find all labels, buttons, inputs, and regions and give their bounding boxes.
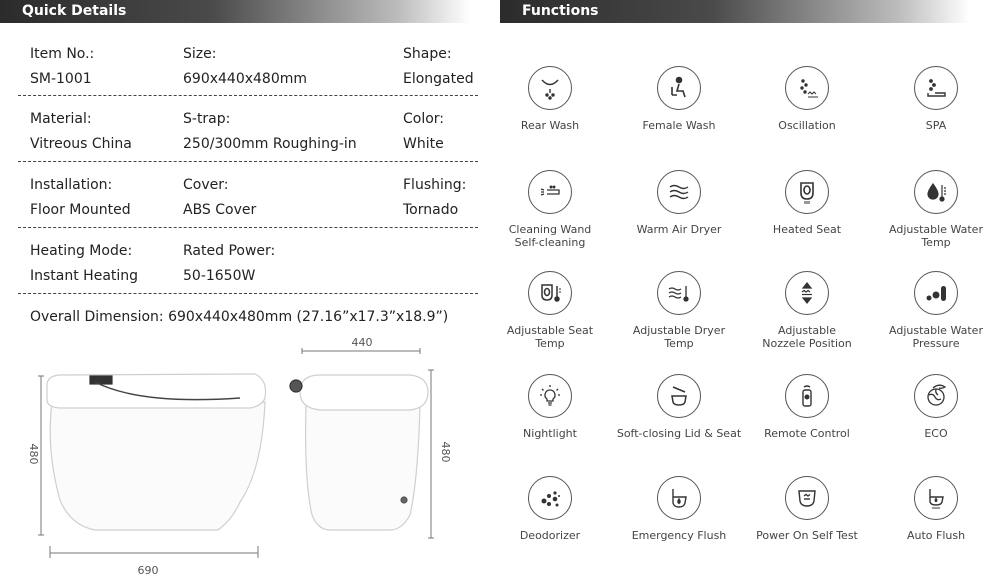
dim-length-label: 690 (137, 564, 159, 577)
function-label: Nozzele Position (762, 337, 852, 350)
dim-height-side-label: 480 (27, 443, 40, 465)
function-rear-wash (480, 66, 620, 132)
dim-height-front-label: 480 (439, 441, 452, 463)
side-view-toilet-image (47, 374, 266, 530)
dimension-drawing (0, 330, 490, 582)
function-deodorizer (480, 476, 620, 542)
function-label: Heated Seat (772, 223, 842, 236)
function-label: Female Wash (642, 119, 716, 132)
function-label: Adjustable Seat (506, 324, 594, 337)
function-auto-flush (866, 476, 1000, 542)
dryer-temp-icon (657, 271, 701, 315)
cleaning-wand-icon (528, 170, 572, 214)
spa-icon (914, 66, 958, 110)
function-label: Temp (664, 337, 694, 350)
function-power-on-self-test (737, 476, 877, 542)
function-label: Rear Wash (520, 119, 580, 132)
function-warm-air-dryer (609, 170, 749, 236)
spec-value-strap: 250/300mm Roughing-in (183, 136, 357, 152)
spec-label-strap: S-trap: (183, 111, 231, 127)
soft-closing-lid-icon (657, 374, 701, 418)
spec-label-shape: Shape: (403, 46, 452, 62)
spec-label-size: Size: (183, 46, 217, 62)
function-heated-seat (737, 170, 877, 236)
function-label: Temp (921, 236, 951, 249)
function-label: Self-cleaning (514, 236, 586, 249)
function-label: Warm Air Dryer (636, 223, 722, 236)
spec-value-size: 690x440x480mm (183, 71, 308, 87)
function-label: Adjustable Water (889, 324, 983, 337)
function-remote-control (737, 374, 877, 440)
function-label: Auto Flush (906, 529, 966, 542)
divider (18, 227, 478, 228)
function-soft-closing-lid (609, 374, 749, 440)
function-label: Temp (535, 337, 565, 350)
spec-value-installation: Floor Mounted (30, 202, 131, 218)
function-label: Deodorizer (519, 529, 581, 542)
function-label: Adjustable (778, 324, 836, 337)
functions-header: Functions (500, 0, 970, 23)
warm-air-dryer-icon (657, 170, 701, 214)
function-label: ECO (924, 427, 948, 440)
auto-flush-icon (914, 476, 958, 520)
remote-control-icon (785, 374, 829, 418)
dim-width-label: 440 (351, 336, 373, 349)
spec-value-flushing: Tornado (403, 202, 459, 218)
function-nozzle-position (737, 271, 877, 350)
function-label: Nightlight (523, 427, 577, 440)
spec-label-installation: Installation: (30, 177, 113, 193)
function-nightlight (480, 374, 620, 440)
function-label: Oscillation (778, 119, 836, 132)
power-on-self-test-icon (785, 476, 829, 520)
divider (18, 161, 478, 162)
function-emergency-flush (609, 476, 749, 542)
function-seat-temp (480, 271, 620, 350)
water-temp-icon (914, 170, 958, 214)
spec-label-cover: Cover: (183, 177, 229, 193)
function-water-pressure (866, 271, 1000, 350)
spec-value-item-no: SM-1001 (30, 71, 92, 87)
spec-value-shape: Elongated (403, 71, 474, 87)
function-label: Emergency Flush (631, 529, 727, 542)
seat-temp-icon (528, 271, 572, 315)
function-label: Soft-closing Lid & Seat (616, 427, 742, 440)
front-view-toilet-image (290, 375, 428, 530)
function-label: Adjustable Water (889, 223, 983, 236)
function-oscillation (737, 66, 877, 132)
spec-label-color: Color: (403, 111, 445, 127)
spec-value-rated-power: 50-1650W (183, 268, 256, 284)
nightlight-icon (528, 374, 572, 418)
spec-label-item-no: Item No.: (30, 46, 95, 62)
overall-dimension: Overall Dimension: 690x440x480mm (27.16”x17.3”x18.9”) (30, 309, 449, 325)
spec-value-material: Vitreous China (30, 136, 132, 152)
emergency-flush-icon (657, 476, 701, 520)
function-label: Remote Control (764, 427, 850, 440)
spec-value-cover: ABS Cover (183, 202, 257, 218)
rear-wash-icon (528, 66, 572, 110)
spec-value-heating-mode: Instant Heating (30, 268, 139, 284)
function-cleaning-wand (480, 170, 620, 249)
spec-value-color: White (403, 136, 444, 152)
function-female-wash (609, 66, 749, 132)
female-wash-icon (657, 66, 701, 110)
divider (18, 95, 478, 96)
water-pressure-icon (914, 271, 958, 315)
function-label: Pressure (912, 337, 960, 350)
function-label: Adjustable Dryer (632, 324, 726, 337)
deodorizer-icon (528, 476, 572, 520)
function-eco (866, 374, 1000, 440)
function-water-temp (866, 170, 1000, 249)
function-label: SPA (925, 119, 947, 132)
quick-details-header: Quick Details (0, 0, 470, 23)
heated-seat-icon (785, 170, 829, 214)
function-spa (866, 66, 1000, 132)
function-dryer-temp (609, 271, 749, 350)
oscillation-icon (785, 66, 829, 110)
divider (18, 293, 478, 294)
function-label: Cleaning Wand (508, 223, 592, 236)
spec-label-flushing: Flushing: (403, 177, 467, 193)
spec-label-material: Material: (30, 111, 92, 127)
nozzle-position-icon (785, 271, 829, 315)
spec-label-heating-mode: Heating Mode: (30, 243, 133, 259)
function-label: Power On Self Test (756, 529, 858, 542)
eco-icon (914, 374, 958, 418)
spec-label-rated-power: Rated Power: (183, 243, 276, 259)
